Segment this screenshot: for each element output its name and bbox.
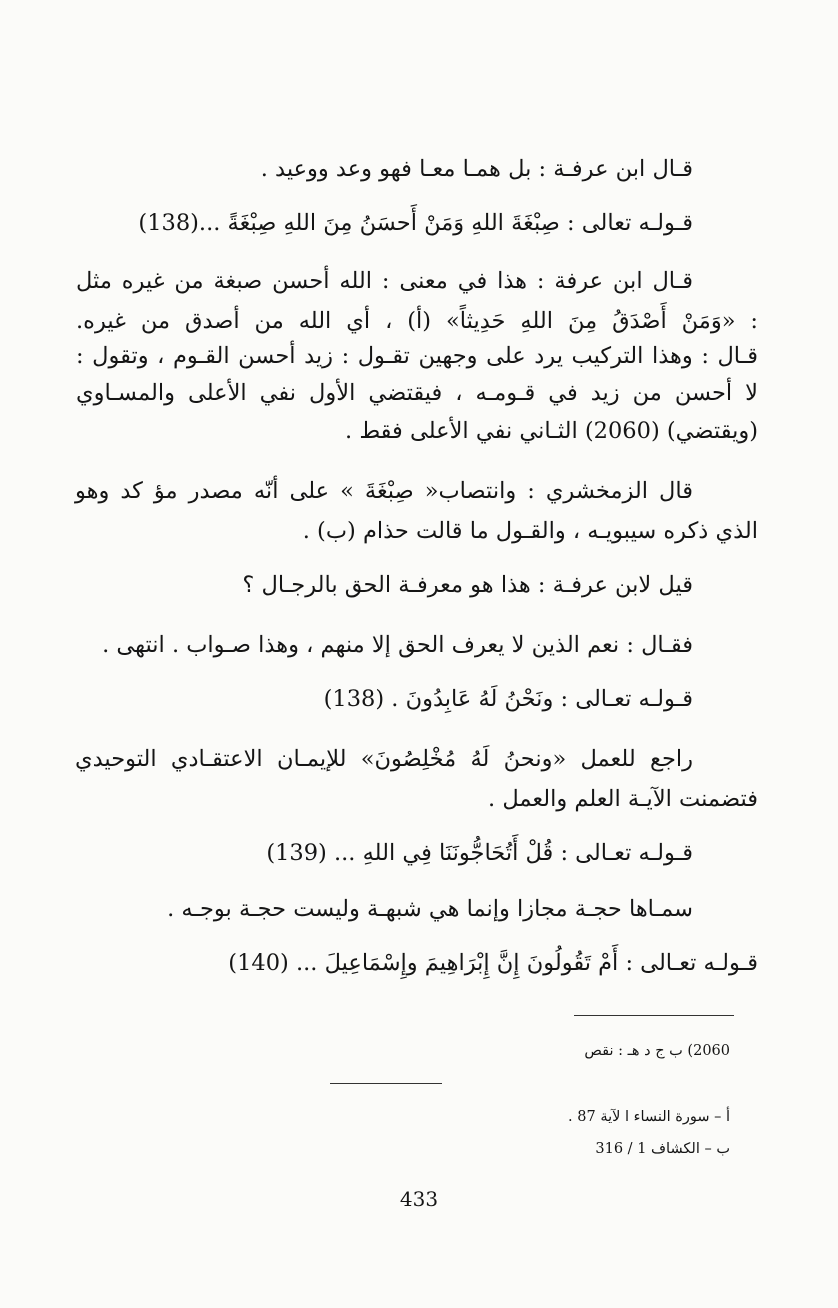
text-line-11: فقـال : نعم الذين لا يعرف الحق إلا منهم ، وهذا صـواب . انتهى . (102, 632, 693, 658)
footnote-b: ب – الكشاف 1 / 316 (595, 1141, 730, 1157)
text-line-14: فتضمنت الآيـة العلم والعمل . (488, 786, 758, 812)
footnote-separator-bottom (330, 1083, 442, 1084)
text-line-4: : «وَمَنْ أَصْدَقُ مِنَ اللهِ حَدِيثاً» (أ) ، أي الله من أصدق من غيره. (76, 308, 758, 334)
text-line-5: قـال : وهذا التركيب يرد على وجهين تقـول : زيد أحسن القـوم ، وتقول : (76, 343, 758, 369)
text-line-9: الذي ذكره سيبويـه ، والقـول ما قالت حذام (ب) . (302, 518, 758, 544)
page-number: 433 (399, 1187, 439, 1211)
footnote-a: أ – سورة النساء ا لآية 87 . (568, 1109, 730, 1125)
text-line-10: قيل لابن عرفـة : هذا هو معرفـة الحق بالرجـال ؟ (242, 572, 693, 598)
text-line-13: راجع للعمل «ونحنُ لَهُ مُخْلِصُونَ» للإيمـان الاعتقـادي التوحيدي (75, 746, 693, 772)
verse-line-140: قـولـه تعـالى : أَمْ تَقُولُونَ إِنَّ إِبْرَاهِيمَ وإِسْمَاعِيلَ ... (140) (228, 950, 758, 976)
verse-line-139: قـولـه تعـالى : قُلْ أَتُحَاجُّونَنَا فِي اللهِ ... (139) (266, 840, 693, 866)
footnote-separator-top (574, 1015, 734, 1016)
text-line-7: (ويقتضي) (2060) الثـاني نفي الأعلى فقط . (345, 418, 758, 444)
text-line-3: قـال ابن عرفة : هذا في معنى : الله أحسن صبغة من غيره مثل (76, 268, 693, 294)
verse-line-138: قـولـه تعالى : صِبْغَةَ اللهِ وَمَنْ أَحسَنُ مِنَ اللهِ صِبْغَةً ...(138) (138, 210, 693, 236)
text-line-1: قـال ابن عرفـة : بل همـا معـا فهو وعد ووعيد . (260, 156, 693, 182)
text-line-16: سمـاها حجـة مجازا وإنما هي شبهـة وليست حجـة بوجـه . (167, 896, 693, 922)
text-line-8: قال الزمخشري : وانتصاب« صِبْغَةَ » على أنّه مصدر مؤ كد وهو (75, 478, 693, 504)
text-line-6: لا أحسن من زيد في قـومـه ، فيقتضي الأول نفي الأعلى والمسـاوي (76, 380, 758, 406)
variant-footnote: 2060) ب ج د هـ : نقص (584, 1043, 730, 1059)
verse-line-138b: قـولـه تعـالى : ونَحْنُ لَهُ عَابِدُونَ . (138) (323, 686, 693, 712)
